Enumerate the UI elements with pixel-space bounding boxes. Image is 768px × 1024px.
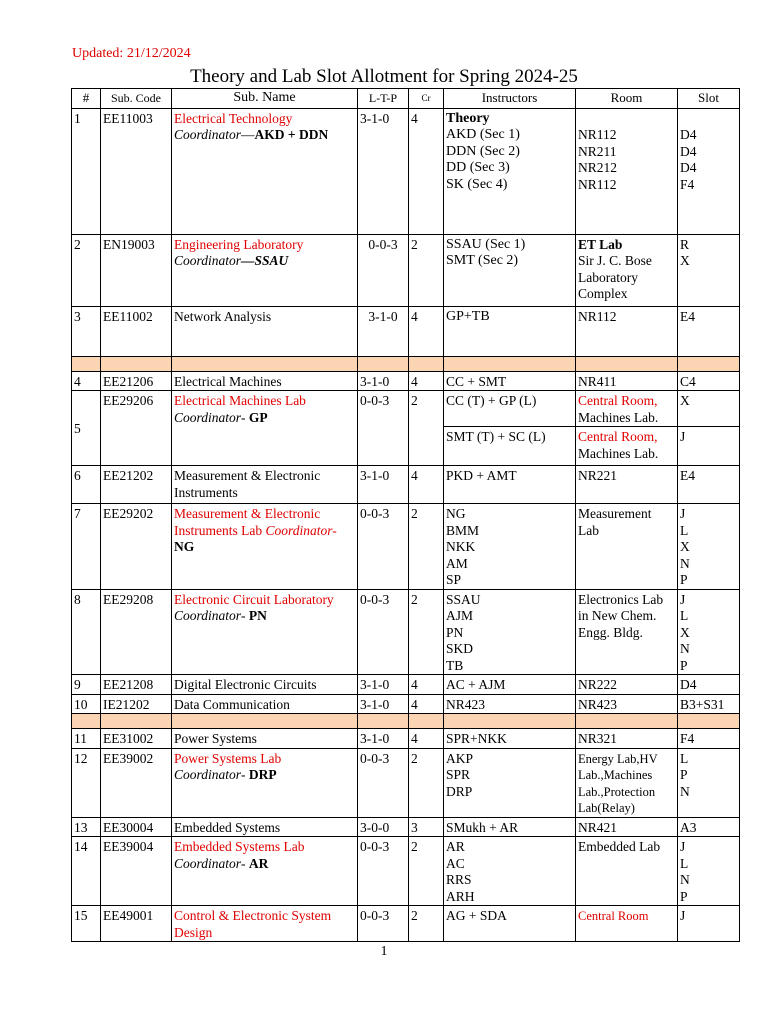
room-value: Central Room,: [578, 393, 658, 408]
table-row: [72, 906, 740, 942]
coordinator-label: Coordinator: [174, 253, 242, 268]
ltp: 3-1-0: [358, 675, 409, 695]
room: [576, 427, 678, 466]
table-row: [72, 589, 740, 675]
row-number: 7: [72, 504, 101, 590]
credits: 2: [409, 504, 444, 590]
instructors: SMukh + AR: [444, 817, 576, 837]
col-header-code: Sub. Code: [101, 89, 172, 109]
row-number: 1: [72, 108, 101, 234]
slot-value: N: [680, 555, 690, 571]
slot-value: P: [680, 657, 688, 673]
slot-value: P: [680, 572, 688, 587]
slot: E4: [678, 466, 740, 504]
coordinator-name: NG: [174, 539, 195, 554]
instructor: SMT (Sec 2): [446, 253, 519, 268]
room: NR222: [576, 675, 678, 695]
instructors: NR423: [444, 694, 576, 714]
col-header-room: Room: [576, 89, 678, 109]
slot-value: R: [680, 236, 690, 252]
coordinator-label: Coordinator: [174, 767, 242, 782]
subject-code: EE11003: [101, 108, 172, 234]
subject-name: [172, 108, 358, 234]
slot: [678, 748, 740, 817]
subject-code: EE29202: [101, 504, 172, 590]
credits: 2: [409, 391, 444, 466]
slot-allotment-table: [71, 88, 740, 942]
col-header-ltp: L-T-P: [358, 89, 409, 109]
table-row: [72, 694, 740, 714]
subject-title: Electronic Circuit Laboratory: [174, 591, 334, 607]
instructor: AJM: [446, 608, 474, 623]
slot-value: X: [680, 539, 690, 554]
table-row: [72, 837, 740, 906]
credits: 4: [409, 466, 444, 504]
instructor: SPR: [446, 767, 471, 782]
slot-value: L: [680, 608, 689, 623]
instructors: SMT (T) + SC (L): [444, 427, 576, 466]
ltp: 3-0-0: [358, 817, 409, 837]
subject-name: Embedded Systems: [172, 817, 358, 837]
room-value: Machines Lab.: [578, 445, 659, 461]
slot: [678, 589, 740, 675]
instructor: AR: [446, 839, 465, 854]
instructor: AM: [446, 555, 468, 571]
subject-name: [172, 748, 358, 817]
slot: F4: [678, 729, 740, 749]
instructors: [444, 748, 576, 817]
table-row: [72, 306, 740, 356]
subject-code: EE29206: [101, 391, 172, 466]
credits: 4: [409, 108, 444, 234]
subject-name: Network Analysis: [172, 306, 358, 356]
row-number: 2: [72, 234, 101, 306]
slot: B3+S31: [678, 694, 740, 714]
separator-row: [72, 714, 740, 729]
room: NR411: [576, 371, 678, 391]
subject-code: EE21202: [101, 466, 172, 504]
header-row: [72, 89, 740, 109]
subject-title: Electrical Machines Lab: [174, 393, 306, 408]
instructors: [444, 234, 576, 306]
credits: 4: [409, 306, 444, 356]
slot-value: J: [680, 591, 686, 607]
slot-value: P: [680, 888, 688, 904]
instructors: CC + SMT: [444, 371, 576, 391]
instructor: PN: [446, 624, 464, 640]
instructors: [444, 504, 576, 590]
ltp: 3-1-0: [358, 108, 409, 234]
slot: D4: [678, 675, 740, 695]
coordinator-name: GP: [248, 409, 268, 425]
ltp: 0-0-3: [358, 589, 409, 675]
instructor: AKP: [446, 750, 474, 766]
separator-row: [72, 356, 740, 371]
room: [576, 108, 678, 234]
slot-value: L: [680, 522, 689, 538]
instructor: SKD: [446, 641, 474, 656]
room: [576, 234, 678, 306]
slot: A3: [678, 817, 740, 837]
table-row: [72, 108, 740, 234]
subject-name: Data Communication: [172, 694, 358, 714]
room: Energy Lab,HV Lab.,Machines Lab.,Protection Lab(Relay): [576, 748, 678, 817]
room: NR112: [576, 306, 678, 356]
room: NR423: [576, 694, 678, 714]
table-row: [72, 729, 740, 749]
instructor: SSAU: [446, 591, 481, 607]
subject-name: Electrical Machines: [172, 371, 358, 391]
coordinator-dash: -: [241, 767, 249, 782]
ltp: 3-1-0: [358, 694, 409, 714]
subject-code: EE39002: [101, 748, 172, 817]
instructor: NG: [446, 506, 466, 521]
slot-value: D4: [680, 127, 697, 142]
instructor: BMM: [446, 522, 480, 538]
instructor: DD (Sec 3): [446, 160, 510, 175]
slot-value: L: [680, 855, 689, 871]
instructors: SPR+NKK: [444, 729, 576, 749]
table-row: [72, 504, 740, 590]
slot-value: L: [680, 750, 689, 766]
row-number: 14: [72, 837, 101, 906]
credits: 2: [409, 589, 444, 675]
subject-name: [172, 837, 358, 906]
slot-value: N: [680, 872, 690, 887]
credits: 4: [409, 729, 444, 749]
coordinator-label: Coordinator: [174, 855, 242, 871]
subject-code: EE21206: [101, 371, 172, 391]
slot-value: X: [680, 253, 690, 268]
slot-value: J: [680, 839, 686, 854]
coordinator-name: AR: [248, 855, 269, 871]
subject-code: EE39004: [101, 837, 172, 906]
coordinator-dash: -: [241, 855, 249, 871]
table-row: [72, 817, 740, 837]
ltp: 0-0-3: [358, 234, 409, 306]
page-number: 1: [380, 944, 388, 959]
slot: [678, 234, 740, 306]
slot: [678, 108, 740, 234]
table-row: [72, 391, 740, 427]
coordinator-name: —SSAU: [241, 253, 289, 268]
row-number: 6: [72, 466, 101, 504]
slot: J: [678, 906, 740, 942]
col-header-slot: Slot: [678, 89, 740, 109]
slot: [678, 837, 740, 906]
coordinator-label: Coordinator: [174, 127, 242, 142]
row-number: 11: [72, 729, 101, 749]
subject-title: Engineering Laboratory: [174, 236, 304, 252]
instructor: DRP: [446, 783, 473, 799]
table-row: [72, 748, 740, 817]
col-header-cr: Cr: [409, 89, 444, 109]
subject-title: Embedded Systems Lab: [174, 839, 305, 854]
instructor: SK (Sec 4): [446, 176, 508, 192]
ltp: 3-1-0: [358, 371, 409, 391]
table-row: [72, 466, 740, 504]
coordinator-name: AKD + DDN: [254, 127, 329, 142]
room: Central Room: [576, 906, 678, 942]
ltp: 0-0-3: [358, 748, 409, 817]
instructor: AKD (Sec 1): [446, 127, 520, 142]
subject-code: EN19003: [101, 234, 172, 306]
col-header-num: #: [72, 89, 101, 109]
instructors: PKD + AMT: [444, 466, 576, 504]
subject-code: EE29208: [101, 589, 172, 675]
room-value: NR211: [578, 143, 617, 159]
instructors: [444, 108, 576, 234]
instructors: [444, 589, 576, 675]
coordinator-label: Coordinator-: [265, 522, 337, 538]
instructors: GP+TB: [444, 306, 576, 356]
subject-title: Electrical Technology: [174, 110, 293, 126]
coordinator-name: PN: [248, 608, 267, 623]
subject-name: Power Systems: [172, 729, 358, 749]
slot-value: D4: [680, 160, 697, 175]
row-number: 5: [72, 391, 101, 466]
row-number: 3: [72, 306, 101, 356]
row-number: 12: [72, 748, 101, 817]
table-row: [72, 234, 740, 306]
slot: J: [678, 427, 740, 466]
room-value: NR212: [578, 160, 618, 175]
coordinator-label: Coordinator: [174, 409, 242, 425]
col-header-instructors: Instructors: [444, 89, 576, 109]
slot-value: P: [680, 767, 688, 782]
updated-date: Updated: 21/12/2024: [72, 46, 191, 61]
credits: 2: [409, 234, 444, 306]
room: Measurement Lab: [576, 504, 678, 590]
room-value: ET Lab: [578, 236, 623, 252]
ltp: 3-1-0: [358, 729, 409, 749]
subject-name: [172, 391, 358, 466]
col-header-name: Sub. Name: [172, 89, 358, 109]
credits: 4: [409, 694, 444, 714]
slot-value: F4: [680, 176, 695, 192]
slot: C4: [678, 371, 740, 391]
row-number: 4: [72, 371, 101, 391]
instructor: RRS: [446, 872, 472, 887]
ltp: 0-0-3: [358, 906, 409, 942]
subject-name: Digital Electronic Circuits: [172, 675, 358, 695]
credits: 2: [409, 748, 444, 817]
slot: X: [678, 391, 740, 427]
credits: 4: [409, 675, 444, 695]
instructor: TB: [446, 657, 464, 673]
instructor: ARH: [446, 888, 475, 904]
ltp: 0-0-3: [358, 391, 409, 466]
row-number: 15: [72, 906, 101, 942]
instructors: AC + AJM: [444, 675, 576, 695]
instructor: NKK: [446, 539, 476, 554]
subject-title: Measurement & Electronic Instruments Lab: [174, 506, 321, 538]
row-number: 13: [72, 817, 101, 837]
coordinator-dash: -: [241, 608, 249, 623]
ltp: 0-0-3: [358, 837, 409, 906]
coordinator-dash: —: [241, 127, 255, 142]
instructors: AG + SDA: [444, 906, 576, 942]
row-number: 8: [72, 589, 101, 675]
room: [576, 391, 678, 427]
credits: 4: [409, 371, 444, 391]
room: NR421: [576, 817, 678, 837]
ltp: 0-0-3: [358, 504, 409, 590]
slot-value: J: [680, 506, 686, 521]
row-number: 10: [72, 694, 101, 714]
subject-name: [172, 589, 358, 675]
credits: 3: [409, 817, 444, 837]
table-row: [72, 371, 740, 391]
subject-title: Power Systems Lab: [174, 750, 282, 766]
slot: [678, 504, 740, 590]
subject-code: EE49001: [101, 906, 172, 942]
subject-code: EE21208: [101, 675, 172, 695]
room-value: Sir J. C. Bose Laboratory Complex: [578, 253, 652, 301]
subject-code: EE30004: [101, 817, 172, 837]
room-value: NR112: [578, 176, 617, 192]
room: NR221: [576, 466, 678, 504]
instructor: AC: [446, 855, 465, 871]
room: Embedded Lab: [576, 837, 678, 906]
document-title: Theory and Lab Slot Allotment for Spring 2024-25: [190, 66, 578, 87]
coordinator-dash: -: [241, 409, 249, 425]
row-number: 9: [72, 675, 101, 695]
credits: 2: [409, 837, 444, 906]
room-value: NR112: [578, 127, 617, 142]
slot-value: N: [680, 641, 690, 656]
slot-value: N: [680, 783, 690, 799]
subject-name: Control & Electronic System Design: [172, 906, 358, 942]
subject-code: EE31002: [101, 729, 172, 749]
ltp: 3-1-0: [358, 306, 409, 356]
subject-code: EE11002: [101, 306, 172, 356]
instructors: CC (T) + GP (L): [444, 391, 576, 427]
credits: 2: [409, 906, 444, 942]
subject-code: IE21202: [101, 694, 172, 714]
coordinator-label: Coordinator: [174, 608, 242, 623]
slot: E4: [678, 306, 740, 356]
room-value: Machines Lab.: [578, 409, 659, 425]
slot-value: D4: [680, 143, 697, 159]
ltp: 3-1-0: [358, 466, 409, 504]
subject-name: [172, 234, 358, 306]
instructor: SSAU (Sec 1): [446, 236, 526, 252]
room: Electronics Lab in New Chem. Engg. Bldg.: [576, 589, 678, 675]
slot-value: X: [680, 624, 690, 640]
subject-name: [172, 504, 358, 590]
subject-name: Measurement & Electronic Instruments: [172, 466, 358, 504]
instructor-heading: Theory: [446, 110, 490, 126]
room-value: Central Room,: [578, 429, 658, 444]
instructors: [444, 837, 576, 906]
instructor: SP: [446, 572, 462, 587]
room: NR321: [576, 729, 678, 749]
table-row: [72, 675, 740, 695]
coordinator-name: DRP: [248, 767, 277, 782]
instructor: DDN (Sec 2): [446, 143, 520, 159]
